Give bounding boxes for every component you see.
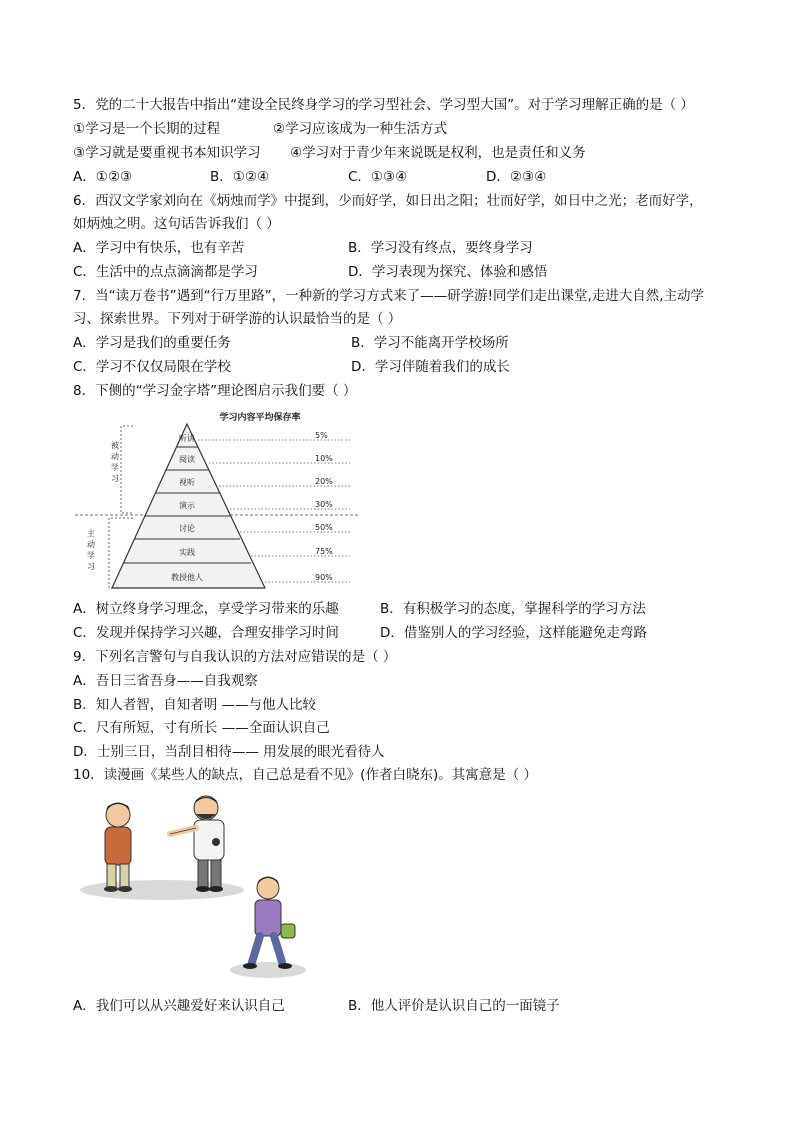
- q9-option-b: B．知人者智，自知者明 ——与他人比较: [73, 697, 317, 713]
- pyramid-rate-1: 5%: [315, 431, 328, 440]
- q8-option-c: C．发现并保持学习兴趣，合理安排学习时间: [73, 625, 339, 641]
- left-figure: [104, 803, 132, 892]
- pyramid-rate-5: 50%: [315, 523, 333, 532]
- pointing-figure: [170, 796, 224, 892]
- q7-stem-line1: 7．当“读万卷书”遇到“行万里路”，一种新的学习方式来了——研学游!同学们走出课堂,走进大自然,主动学: [73, 288, 705, 304]
- q9-stem: 9．下列名言警句与自我认识的方法对应错误的是（ ）: [73, 649, 397, 665]
- pyramid-level-5: 讨论: [179, 524, 195, 533]
- active-label-1: 主: [87, 529, 95, 538]
- passive-label-3: 学: [111, 463, 119, 472]
- passive-label-1: 被: [111, 441, 119, 450]
- q8-option-a: A．树立终身学习理念，享受学习带来的乐趣: [73, 601, 339, 617]
- q6-option-d: D．学习表现为探究、体验和感悟: [348, 264, 548, 280]
- active-label-4: 习: [87, 562, 95, 571]
- q5-statement-4: ④学习对于青少年来说既是权利，也是责任和义务: [290, 145, 586, 161]
- q5-option-d: D．②③④: [486, 169, 547, 185]
- q7-stem-line2: 习、探索世界。下列对于研学游的认识最恰当的是（ ）: [73, 311, 402, 327]
- q7-option-c: C．学习不仅仅局限在学校: [73, 359, 231, 375]
- q6-option-a: A．学习中有快乐，也有辛苦: [73, 240, 245, 256]
- q10-stem: 10．读漫画《某些人的缺点，自己总是看不见》(作者白晓东)。其寓意是（ ）: [73, 767, 538, 783]
- pyramid-rate-6: 75%: [315, 547, 333, 556]
- q6-option-b: B．学习没有终点，要终身学习: [348, 240, 533, 256]
- pyramid-level-2: 阅读: [179, 455, 195, 464]
- q5-option-b: B．①②④: [210, 169, 270, 185]
- learning-pyramid-figure: [75, 410, 375, 595]
- pyramid-level-3: 视听: [179, 478, 195, 487]
- pyramid-rate-4: 30%: [315, 500, 333, 509]
- pyramid-rate-3: 20%: [315, 477, 333, 486]
- q6-stem-line2: 如炳烛之明。这句话告诉我们（ ）: [73, 216, 280, 232]
- passive-label-2: 动: [111, 452, 119, 461]
- cartoon-illustration: [78, 790, 308, 985]
- q5-statement-1: ①学习是一个长期的过程: [73, 121, 221, 137]
- q7-option-b: B．学习不能离开学校场所: [351, 335, 509, 351]
- pyramid-level-6: 实践: [179, 548, 195, 557]
- q6-option-c: C．生活中的点点滴滴都是学习: [73, 264, 258, 280]
- q7-option-a: A．学习是我们的重要任务: [73, 335, 231, 351]
- q5-option-c: C．①③④: [348, 169, 408, 185]
- q8-option-b: B．有积极学习的态度，掌握科学的学习方法: [380, 601, 646, 617]
- pyramid-rate-2: 10%: [315, 454, 333, 463]
- q5-statement-2: ②学习应该成为一种生活方式: [273, 121, 448, 137]
- q6-stem-line1: 6．西汉文学家刘向在《炳烛而学》中提到，少而好学，如日出之阳；壮而好学，如日中之光；老而好学，: [73, 193, 703, 209]
- pyramid-title: 学习内容平均保存率: [219, 413, 301, 423]
- q10-option-b: B．他人评价是认识自己的一面镜子: [348, 998, 560, 1014]
- q5-stem: 5．党的二十大报告中指出“建设全民终身学习的学习型社会、学习型大国”。对于学习理解正确的是（ ）: [73, 97, 694, 113]
- walking-figure: [243, 877, 295, 969]
- q8-stem: 8．下侧的“学习金字塔”理论图启示我们要（ ）: [73, 383, 357, 399]
- q7-option-d: D．学习伴随着我们的成长: [351, 359, 510, 375]
- q5-option-a: A．①②③: [73, 169, 133, 185]
- active-label-3: 学: [87, 551, 95, 560]
- q9-option-d: D．士别三日，当刮目相待—— 用发展的眼光看待人: [73, 744, 385, 760]
- pyramid-level-7: 教授他人: [171, 573, 203, 582]
- q9-option-c: C．尺有所短，寸有所长 ——全面认识自己: [73, 720, 330, 736]
- q5-statement-3: ③学习就是要重视书本知识学习: [73, 145, 261, 161]
- pyramid-rate-7: 90%: [315, 573, 333, 582]
- pyramid-level-4: 演示: [179, 501, 195, 510]
- q8-option-d: D．借鉴别人的学习经验，这样能避免走弯路: [380, 625, 647, 641]
- q9-option-a: A．吾日三省吾身——自我观察: [73, 673, 258, 689]
- pyramid-level-1: 听讲: [179, 434, 195, 443]
- passive-label-4: 习: [111, 474, 119, 483]
- q10-option-a: A．我们可以从兴趣爱好来认识自己: [73, 998, 285, 1014]
- active-label-2: 动: [87, 540, 95, 549]
